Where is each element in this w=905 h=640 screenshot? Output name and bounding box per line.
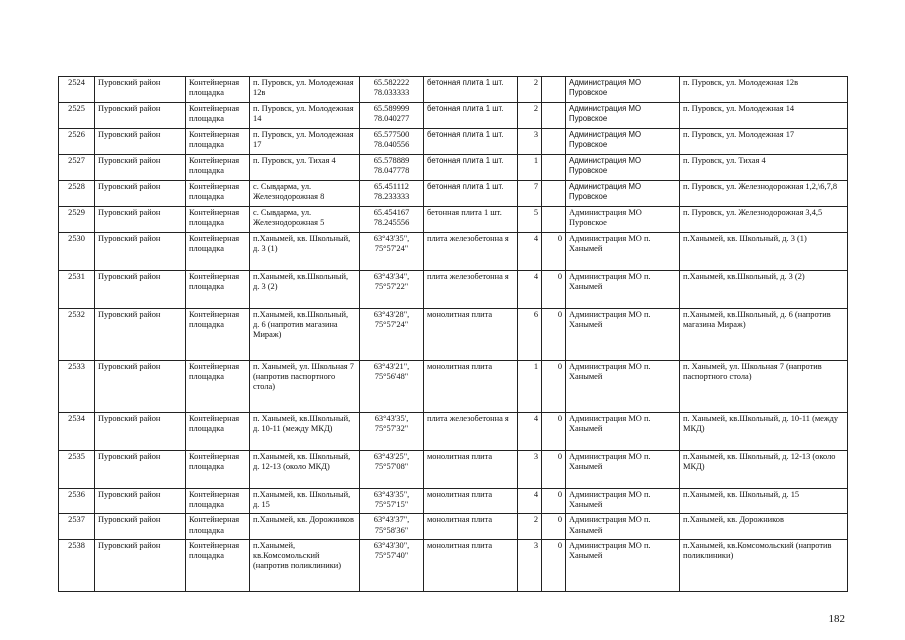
row-container-count: 3: [518, 539, 542, 591]
row-address: п.Ханымей, кв. Школьный, д. 3 (1): [250, 233, 360, 271]
table-row: [59, 539, 848, 591]
row-extra-count: 0: [542, 539, 566, 591]
row-extra-count: [542, 103, 566, 129]
row-surface: плита железобетонна я: [424, 271, 518, 309]
row-type: Контейнерная площадка: [186, 451, 250, 489]
table-row: [59, 489, 848, 514]
row-id: 2531: [59, 271, 95, 309]
row-type: Контейнерная площадка: [186, 155, 250, 181]
row-extra-count: 0: [542, 451, 566, 489]
row-address: п.Ханымей, кв. Школьный, д. 12-13 (около МКД): [250, 451, 360, 489]
row-id: 2528: [59, 181, 95, 207]
row-type: Контейнерная площадка: [186, 361, 250, 413]
row-owner: Администрация МО Пуровское: [566, 129, 680, 155]
row-coordinates: 63°43'30", 75°57'40": [360, 539, 424, 591]
row-owner: Администрация МО Пуровское: [566, 155, 680, 181]
row-container-count: 4: [518, 233, 542, 271]
row-surface: бетонная плита 1 шт.: [424, 181, 518, 207]
row-extra-count: [542, 129, 566, 155]
row-location: п. Ханымей, ул. Школьная 7 (напротив паспортного стола): [680, 361, 848, 413]
row-location: п.Ханымей, кв. Школьный, д. 12-13 (около МКД): [680, 451, 848, 489]
row-owner: Администрация МО п. Ханымей: [566, 489, 680, 514]
row-extra-count: 0: [542, 489, 566, 514]
row-extra-count: 0: [542, 233, 566, 271]
row-district: Пуровский район: [95, 539, 186, 591]
row-address: п. Пуровск, ул. Молодежная 14: [250, 103, 360, 129]
row-type: Контейнерная площадка: [186, 233, 250, 271]
row-address: п. Пуровск, ул. Молодежная 12в: [250, 77, 360, 103]
row-district: Пуровский район: [95, 233, 186, 271]
row-owner: Администрация МО Пуровское: [566, 207, 680, 233]
row-coordinates: 63°43'25", 75°57'08": [360, 451, 424, 489]
row-type: Контейнерная площадка: [186, 489, 250, 514]
row-address: п.Ханымей, кв. Школьный, д. 15: [250, 489, 360, 514]
row-surface: плита железобетонна я: [424, 233, 518, 271]
row-container-count: 7: [518, 181, 542, 207]
table-row: [59, 271, 848, 309]
row-type: Контейнерная площадка: [186, 539, 250, 591]
row-owner: Администрация МО п. Ханымей: [566, 309, 680, 361]
row-district: Пуровский район: [95, 181, 186, 207]
row-coordinates: 63°43'21", 75°56'48": [360, 361, 424, 413]
row-surface: монолитная плита: [424, 514, 518, 539]
row-type: Контейнерная площадка: [186, 413, 250, 451]
row-type: Контейнерная площадка: [186, 271, 250, 309]
row-coordinates: 65.582222 78.033333: [360, 77, 424, 103]
row-coordinates: 65.454167 78.245556: [360, 207, 424, 233]
row-id: 2524: [59, 77, 95, 103]
row-address: п. Пуровск, ул. Тихая 4: [250, 155, 360, 181]
row-extra-count: 0: [542, 271, 566, 309]
row-owner: Администрация МО п. Ханымей: [566, 413, 680, 451]
row-id: 2529: [59, 207, 95, 233]
row-location: п.Ханымей, кв. Школьный, д. 15: [680, 489, 848, 514]
row-id: 2536: [59, 489, 95, 514]
row-district: Пуровский район: [95, 489, 186, 514]
row-location: п.Ханымей, кв. Дорожников: [680, 514, 848, 539]
row-owner: Администрация МО п. Ханымей: [566, 514, 680, 539]
row-surface: бетонная плита 1 шт.: [424, 207, 518, 233]
row-address: п.Ханымей, кв. Дорожников: [250, 514, 360, 539]
row-id: 2538: [59, 539, 95, 591]
row-address: п. Ханымей, ул. Школьная 7 (напротив паспортного стола): [250, 361, 360, 413]
row-surface: бетонная плита 1 шт.: [424, 155, 518, 181]
row-address: п.Ханымей, кв.Школьный, д. 3 (2): [250, 271, 360, 309]
row-location: п. Пуровск, ул. Тихая 4: [680, 155, 848, 181]
row-id: 2525: [59, 103, 95, 129]
row-extra-count: [542, 207, 566, 233]
row-id: 2527: [59, 155, 95, 181]
table-row: [59, 233, 848, 271]
row-owner: Администрация МО п. Ханымей: [566, 539, 680, 591]
row-surface: бетонная плита 1 шт.: [424, 129, 518, 155]
row-extra-count: 0: [542, 309, 566, 361]
row-surface: плита железобетонна я: [424, 413, 518, 451]
row-location: п. Пуровск, ул. Железнодорожная 3,4,5: [680, 207, 848, 233]
row-surface: монолитная плита: [424, 489, 518, 514]
row-location: п.Ханымей, кв. Школьный, д. 3 (1): [680, 233, 848, 271]
row-surface: монолитная плита: [424, 361, 518, 413]
row-owner: Администрация МО Пуровское: [566, 181, 680, 207]
row-district: Пуровский район: [95, 361, 186, 413]
row-district: Пуровский район: [95, 309, 186, 361]
row-type: Контейнерная площадка: [186, 181, 250, 207]
row-extra-count: [542, 155, 566, 181]
row-coordinates: 63°43'35', 75°57'32": [360, 413, 424, 451]
row-owner: Администрация МО Пуровское: [566, 77, 680, 103]
row-container-count: 3: [518, 129, 542, 155]
row-id: 2526: [59, 129, 95, 155]
row-district: Пуровский район: [95, 451, 186, 489]
row-extra-count: 0: [542, 514, 566, 539]
row-coordinates: 63°43'35", 75°57'24": [360, 233, 424, 271]
table-row: [59, 77, 848, 103]
row-location: п. Пуровск, ул. Молодежная 14: [680, 103, 848, 129]
row-owner: Администрация МО п. Ханымей: [566, 271, 680, 309]
row-district: Пуровский район: [95, 207, 186, 233]
row-extra-count: 0: [542, 413, 566, 451]
row-district: Пуровский район: [95, 514, 186, 539]
row-surface: монолитная плита: [424, 309, 518, 361]
table-row: [59, 207, 848, 233]
row-surface: бетонная плита 1 шт.: [424, 77, 518, 103]
row-type: Контейнерная площадка: [186, 129, 250, 155]
row-coordinates: 65.578889 78.047778: [360, 155, 424, 181]
row-coordinates: 65.577500 78.040556: [360, 129, 424, 155]
row-container-count: 2: [518, 103, 542, 129]
row-address: п.Ханымей, кв.Комсомольский (напротив поликлиники): [250, 539, 360, 591]
table-row: [59, 361, 848, 413]
row-extra-count: [542, 181, 566, 207]
row-district: Пуровский район: [95, 271, 186, 309]
row-id: 2532: [59, 309, 95, 361]
row-type: Контейнерная площадка: [186, 309, 250, 361]
row-extra-count: [542, 77, 566, 103]
row-coordinates: 65.451112 78.233333: [360, 181, 424, 207]
row-type: Контейнерная площадка: [186, 207, 250, 233]
row-id: 2530: [59, 233, 95, 271]
row-surface: монолитная плита: [424, 539, 518, 591]
row-location: п.Ханымей, кв.Комсомольский (напротив поликлиники): [680, 539, 848, 591]
row-container-count: 1: [518, 155, 542, 181]
row-location: п. Ханымей, кв.Школьный, д. 10-11 (между МКД): [680, 413, 848, 451]
row-id: 2535: [59, 451, 95, 489]
row-container-count: 1: [518, 361, 542, 413]
row-location: п. Пуровск, ул. Молодежная 17: [680, 129, 848, 155]
row-district: Пуровский район: [95, 103, 186, 129]
row-surface: бетонная плита 1 шт.: [424, 103, 518, 129]
table-row: [59, 451, 848, 489]
row-district: Пуровский район: [95, 155, 186, 181]
row-owner: Администрация МО Пуровское: [566, 103, 680, 129]
row-container-count: 4: [518, 413, 542, 451]
page-number: 182: [828, 613, 845, 625]
table-row: [59, 129, 848, 155]
row-coordinates: 63°43'28", 75°57'24": [360, 309, 424, 361]
table-row: [59, 309, 848, 361]
row-container-count: 3: [518, 451, 542, 489]
row-location: п. Пуровск, ул. Молодежная 12в: [680, 77, 848, 103]
row-container-count: 2: [518, 514, 542, 539]
table-row: [59, 155, 848, 181]
row-id: 2534: [59, 413, 95, 451]
row-location: п.Ханымей, кв.Школьный, д. 3 (2): [680, 271, 848, 309]
row-type: Контейнерная площадка: [186, 77, 250, 103]
row-surface: монолитная плита: [424, 451, 518, 489]
row-container-count: 6: [518, 309, 542, 361]
row-address: п. Пуровск, ул. Молодежная 17: [250, 129, 360, 155]
table-row: [59, 103, 848, 129]
row-address: п.Ханымей, кв.Школьный, д. 6 (напротив магазина Мираж): [250, 309, 360, 361]
row-extra-count: 0: [542, 361, 566, 413]
row-location: п.Ханымей, кв.Школьный, д. 6 (напротив магазина Мираж): [680, 309, 848, 361]
row-address: с. Сывдарма, ул. Железнодорожная 8: [250, 181, 360, 207]
row-district: Пуровский район: [95, 77, 186, 103]
row-location: п. Пуровск, ул. Железнодорожная 1,2,\6,7,8: [680, 181, 848, 207]
row-container-count: 4: [518, 271, 542, 309]
row-district: Пуровский район: [95, 129, 186, 155]
row-coordinates: 63°43'35", 75°57'15": [360, 489, 424, 514]
row-id: 2533: [59, 361, 95, 413]
table-row: [59, 181, 848, 207]
row-district: Пуровский район: [95, 413, 186, 451]
table-body: [59, 77, 848, 592]
row-container-count: 4: [518, 489, 542, 514]
row-type: Контейнерная площадка: [186, 514, 250, 539]
row-id: 2537: [59, 514, 95, 539]
row-address: п. Ханымей, кв.Школьный, д. 10-11 (между МКД): [250, 413, 360, 451]
row-coordinates: 63°43'37", 75°58'36": [360, 514, 424, 539]
row-address: с. Сывдарма, ул. Железнодорожная 5: [250, 207, 360, 233]
row-coordinates: 65.589999 78.040277: [360, 103, 424, 129]
row-owner: Администрация МО п. Ханымей: [566, 361, 680, 413]
row-owner: Администрация МО п. Ханымей: [566, 233, 680, 271]
row-owner: Администрация МО п. Ханымей: [566, 451, 680, 489]
table-row: [59, 413, 848, 451]
registry-table: [58, 76, 848, 592]
row-type: Контейнерная площадка: [186, 103, 250, 129]
table-row: [59, 514, 848, 539]
row-container-count: 2: [518, 77, 542, 103]
row-container-count: 5: [518, 207, 542, 233]
row-coordinates: 63°43'34", 75°57'22": [360, 271, 424, 309]
